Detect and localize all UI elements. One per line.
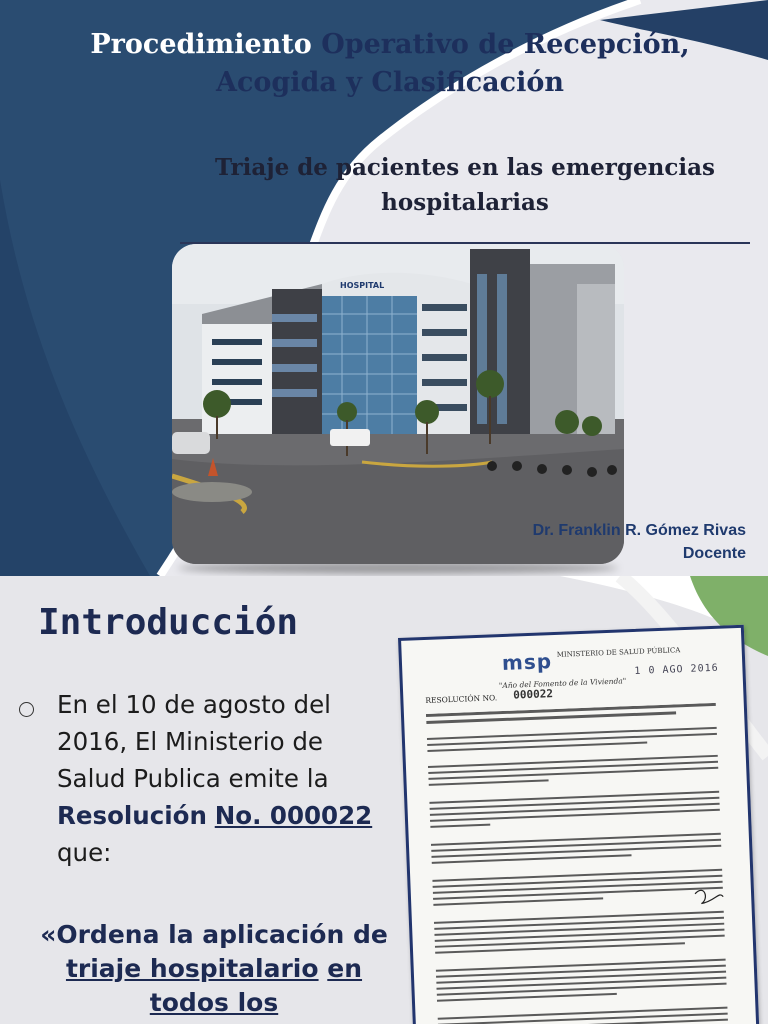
title-part-2: Operativo de Recepción, (321, 29, 690, 60)
quote-text (28, 918, 400, 1020)
year-motto: "Año del Fomento de la Vivienda" (498, 676, 627, 691)
ministry-name: MINISTERIO DE SALUD PÚBLICA (556, 646, 681, 659)
date-stamp: 1 0 AGO 2016 (634, 662, 719, 677)
msp-logo: msp (501, 649, 553, 676)
document-text-lines (426, 702, 739, 1024)
introduction-slide (0, 576, 768, 1024)
title-part-3: Acogida y Clasificación (216, 67, 564, 98)
document-resolution-number: 000022 (513, 687, 554, 702)
presentation-title (20, 26, 760, 102)
title-part-1: Procedimiento (90, 29, 312, 60)
slide-heading: Introducción (38, 602, 299, 643)
resolution-line-label: RESOLUCIÓN NO. (425, 693, 498, 705)
author-name: Dr. Franklin R. Gómez Rivas (532, 522, 746, 539)
quote-underlined: triaje hospitalario (65, 954, 319, 983)
bullet-circle-icon (19, 702, 34, 717)
signature-mark (695, 889, 723, 903)
quote-open-mark: « (40, 920, 57, 949)
paragraph-end: que: (57, 838, 112, 867)
resolution-document-image (398, 625, 760, 1024)
paragraph-text: En el 10 de agosto del 2016, El Ministerio de Salud Publica emite la (57, 690, 331, 793)
presentation-subtitle: Triaje de pacientes en las emergencias hospitalarias (215, 154, 715, 216)
resolution-label: Resolución (57, 801, 207, 830)
resolution-number: No. 000022 (214, 801, 373, 830)
hospital-photo (172, 244, 624, 564)
quote-part-1: Ordena la aplicación de (56, 920, 388, 949)
quote-part-2: en todos los (149, 954, 363, 1017)
author-role: Docente (682, 545, 746, 562)
author-block (533, 519, 746, 565)
hospital-sign: HOSPITAL (340, 281, 385, 290)
intro-paragraph (57, 686, 397, 871)
